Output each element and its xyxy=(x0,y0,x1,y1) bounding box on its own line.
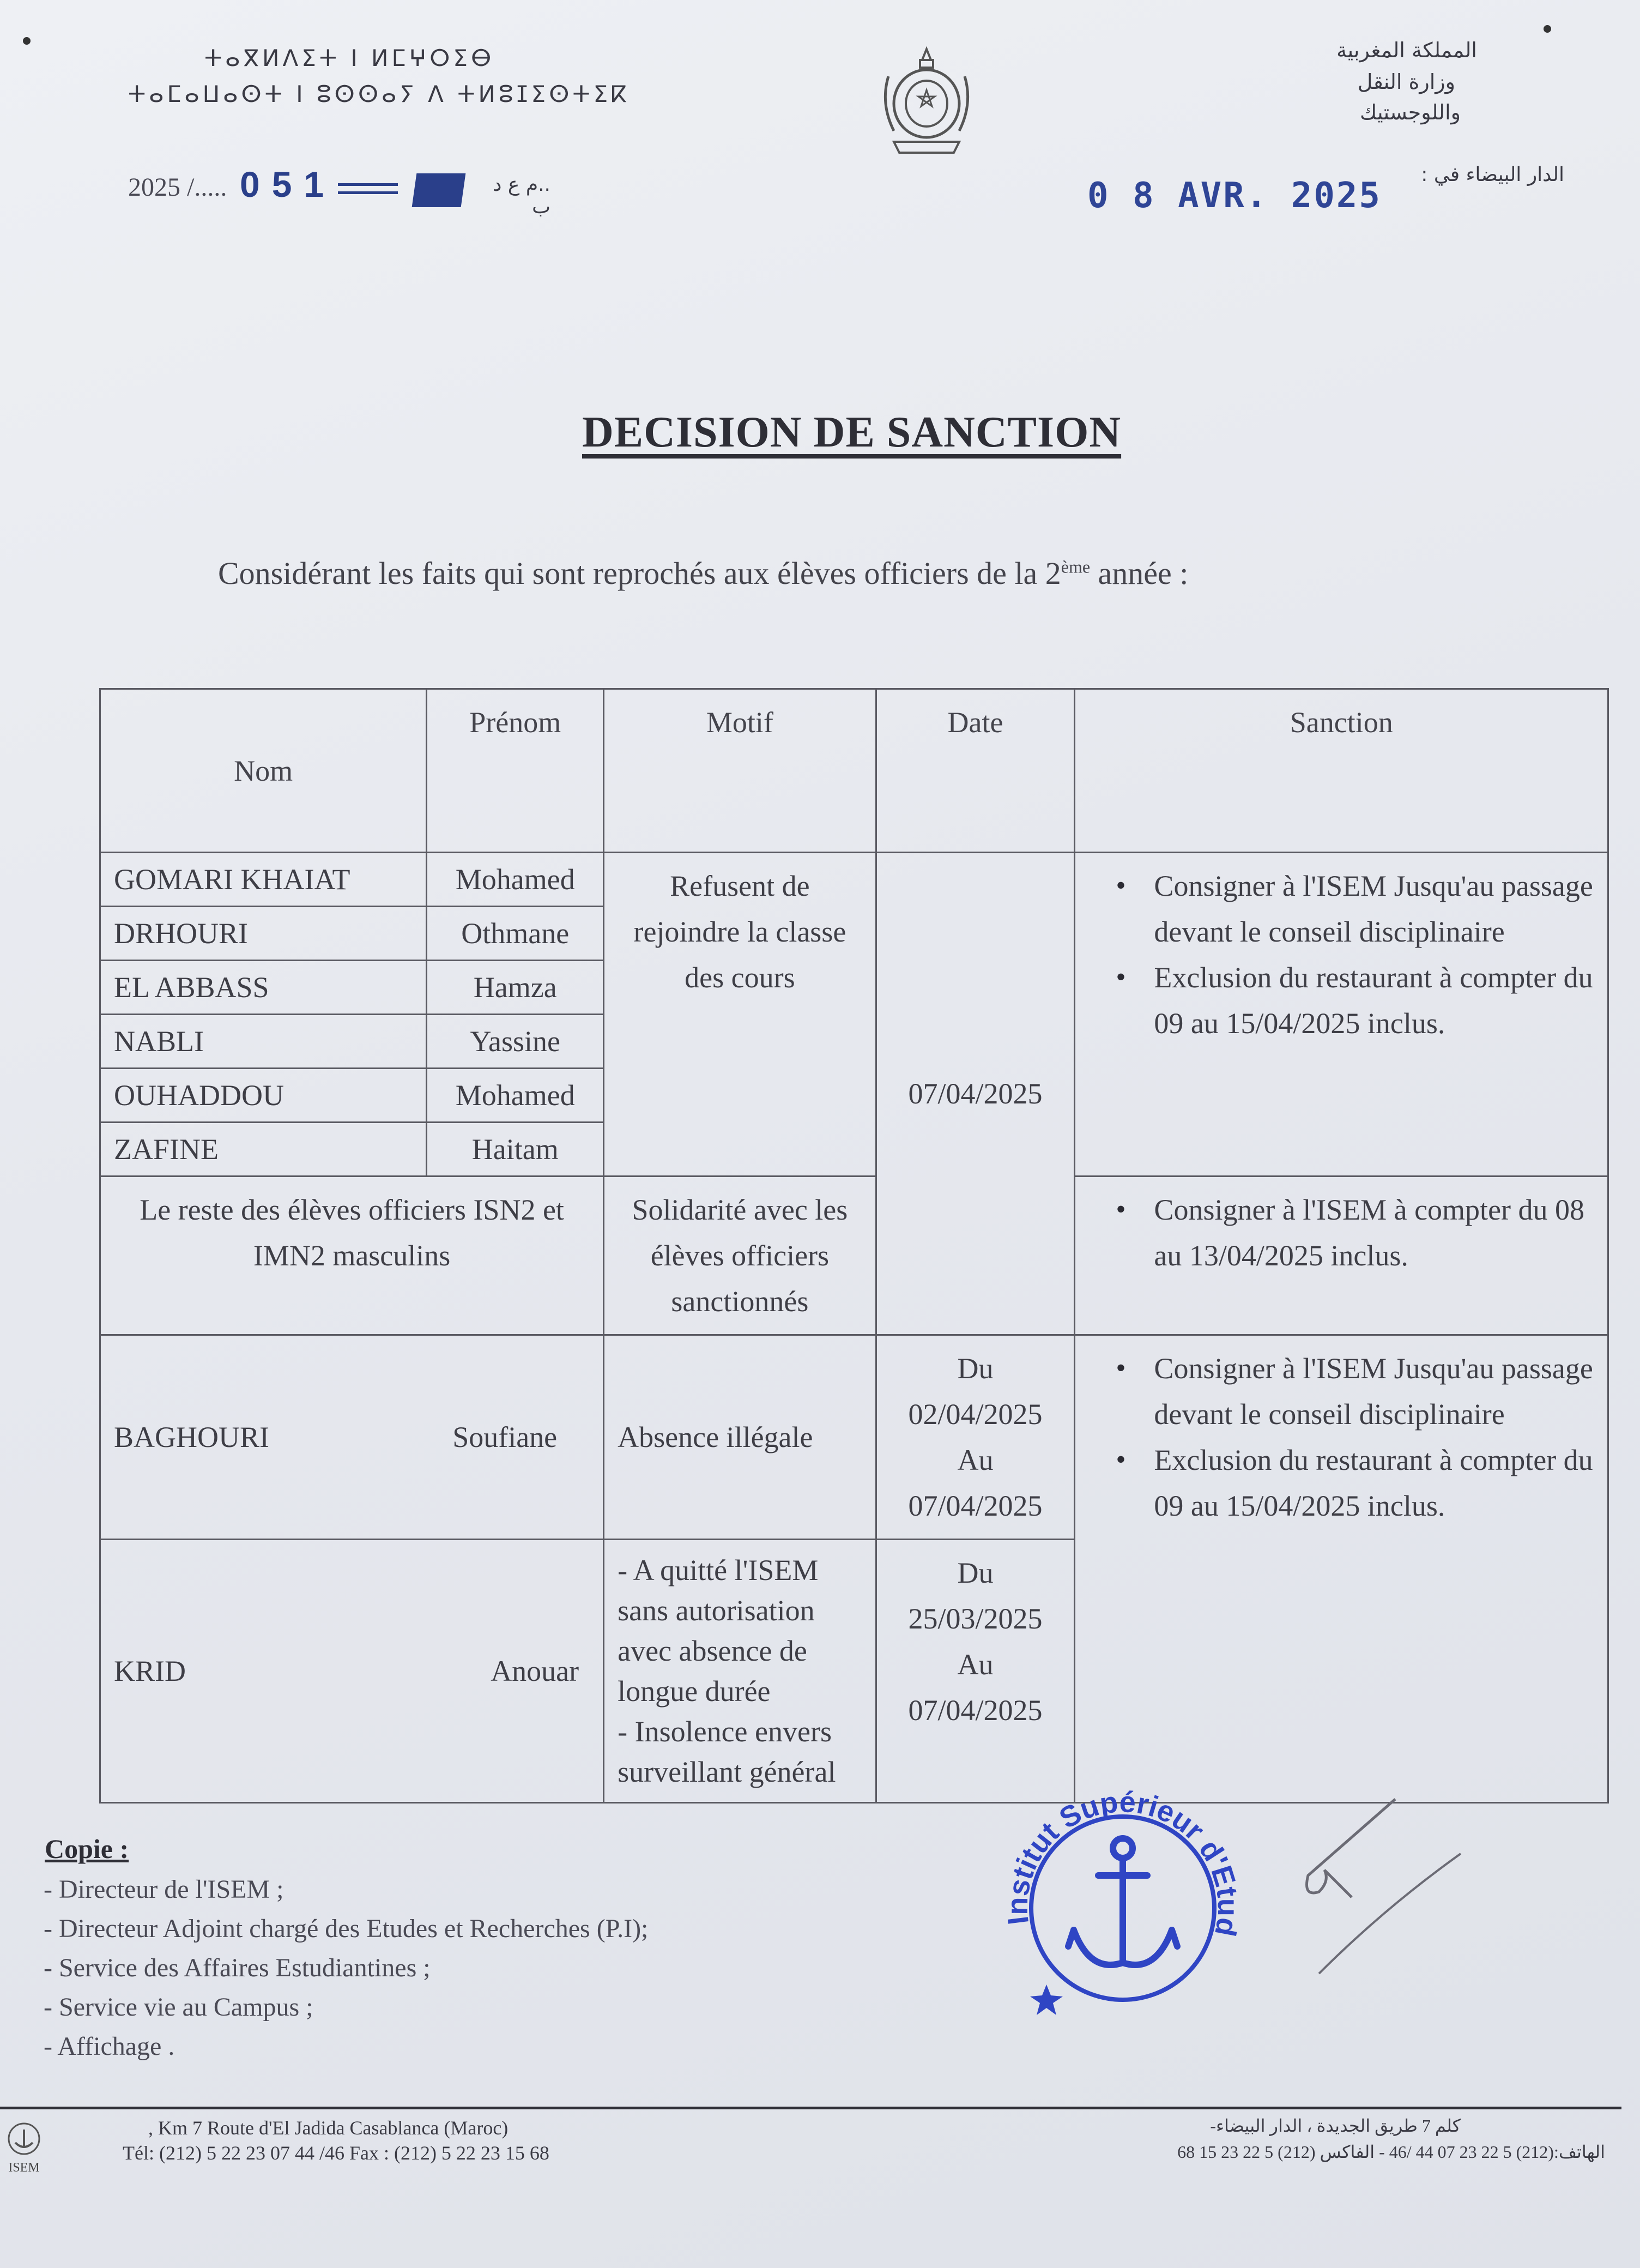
date-stamp: 0 8 AVR. 2025 xyxy=(1087,176,1382,216)
copie-item: - Directeur de l'ISEM ; xyxy=(44,1875,284,1904)
header-arabic-ministry: وزارة النقل xyxy=(1357,70,1455,94)
table-row xyxy=(100,1177,1608,1335)
copie-list xyxy=(44,1870,648,2066)
intro-text-end: année : xyxy=(1090,556,1189,591)
group2-sanction-consigner: • Consigner à l'ISEM à compter du 08 au 13/04/2025 inclus. xyxy=(1088,1187,1594,1278)
group1-date: 07/04/2025 xyxy=(876,853,1075,1335)
document-title: DECISION DE SANCTION xyxy=(582,408,1122,456)
group4-nom: KRID xyxy=(114,1655,186,1687)
group4-motif xyxy=(604,1540,876,1803)
intro-text-main: Considérant les faits qui sont reprochés aux élèves officiers de la 2 xyxy=(218,556,1061,591)
group3-date-to: 07/04/2025 xyxy=(908,1489,1043,1522)
copie-item: - Service des Affaires Estudiantines ; xyxy=(44,1953,431,1982)
row-prenom: Haitam xyxy=(427,1123,604,1177)
group1-sanction-consigner: • Consigner à l'ISEM Jusqu'au passage devant le conseil disciplinaire xyxy=(1088,863,1594,955)
copie-item: - Affichage . xyxy=(44,2032,175,2061)
signature xyxy=(1286,1788,1482,1984)
intro-text xyxy=(218,555,1188,592)
group2-motif: Solidarité avec les élèves officiers sanctionnés xyxy=(604,1177,876,1335)
group4-date-from: 25/03/2025 xyxy=(908,1602,1043,1635)
isem-footer-logo xyxy=(2,2120,46,2174)
row-prenom: Yassine xyxy=(427,1015,604,1069)
coat-of-arms-emblem xyxy=(872,38,981,158)
header-arabic-kingdom: المملكة المغربية xyxy=(1336,38,1477,62)
group3-date xyxy=(876,1335,1075,1540)
copie-title: Copie : xyxy=(45,1833,129,1864)
group3-motif: Absence illégale xyxy=(604,1335,876,1540)
reference-number: 051 xyxy=(240,164,336,204)
header-date: Date xyxy=(876,689,1075,853)
group3-date-au: Au xyxy=(957,1444,994,1476)
intro-text-sup: ème xyxy=(1061,557,1091,577)
group1-sanction xyxy=(1075,853,1608,1177)
header-arabic-logistics: واللوجستيك xyxy=(1359,100,1461,124)
anchor-icon xyxy=(1068,1838,1177,1965)
copie-item: - Service vie au Campus ; xyxy=(44,1993,313,2022)
footer-address-fr: , Km 7 Route d'El Jadida Casablanca (Maroc) xyxy=(148,2117,509,2139)
group4-prenom: Anouar xyxy=(491,1655,579,1687)
stamp-text: Institut Supérieur d'Etud xyxy=(1001,1786,1245,1939)
header-prenom: Prénom xyxy=(427,689,604,853)
isem-footer-logo-label: ISEM xyxy=(8,2161,40,2175)
group3-sanction xyxy=(1075,1335,1608,1803)
group4-name-cell xyxy=(100,1540,604,1803)
footer-rule xyxy=(0,2107,1621,2109)
row-prenom: Mohamed xyxy=(427,853,604,907)
row-prenom: Mohamed xyxy=(427,1069,604,1123)
group4-date xyxy=(876,1540,1075,1803)
punch-dot-left xyxy=(23,37,31,45)
row-nom: NABLI xyxy=(100,1015,427,1069)
group4-date-du: Du xyxy=(957,1557,994,1589)
group3-date-from: 02/04/2025 xyxy=(908,1398,1043,1431)
reference-arabic-prefix: ..م ع د ب xyxy=(493,173,550,218)
group4-date-to: 07/04/2025 xyxy=(908,1694,1043,1727)
punch-dot-right xyxy=(1544,25,1551,33)
row-nom: EL ABBASS xyxy=(100,961,427,1015)
row-prenom: Hamza xyxy=(427,961,604,1015)
table-row xyxy=(100,853,1608,907)
footer-phone-fr: Tél: (212) 5 22 23 07 44 /46 Fax : (212) 5 22 23 15 68 xyxy=(123,2142,549,2164)
row-prenom: Othmane xyxy=(427,907,604,961)
group1-sanction-exclusion: • Exclusion du restaurant à compter du 09 au 15/04/2025 inclus. xyxy=(1088,955,1594,1046)
group4-motif-quitte: - A quitté l'ISEM sans autorisation avec absence de longue durée xyxy=(618,1554,819,1708)
header-sanction: Sanction xyxy=(1075,689,1608,853)
group3-nom: BAGHOURI xyxy=(114,1421,270,1453)
table-row xyxy=(100,1335,1608,1540)
official-stamp xyxy=(981,1766,1264,2050)
group3-sanction-exclusion: • Exclusion du restaurant à compter du 09 au 15/04/2025 inclus. xyxy=(1088,1437,1594,1529)
group4-date-au: Au xyxy=(957,1648,994,1681)
sanction-table xyxy=(99,688,1609,1803)
copie-item: - Directeur Adjoint chargé des Etudes et Recherches (P.I); xyxy=(44,1914,649,1943)
header-tifinagh-line1: ⵜⴰⴳⵍⴷⵉⵜ ⵏ ⵍⵎⵖⵔⵉⴱ xyxy=(204,45,495,71)
header-motif: Motif xyxy=(604,689,876,853)
row-nom: OUHADDOU xyxy=(100,1069,427,1123)
group3-date-du: Du xyxy=(957,1352,994,1385)
group2-sanction xyxy=(1075,1177,1608,1335)
footer-phone-ar: الهاتف:(212) 5 22 23 07 44 /46 - الفاكس (212) 5 22 23 15 68 xyxy=(1177,2142,1605,2162)
row-nom: DRHOURI xyxy=(100,907,427,961)
header-tifinagh-line2: ⵜⴰⵎⴰⵡⴰⵙⵜ ⵏ ⵓⵙⵙⴰⵢ ⴷ ⵜⵍⵓⵊⵉⵙⵜⵉⴽ xyxy=(128,81,630,107)
reference-blue-mark xyxy=(412,173,466,207)
reference-underline-scribble xyxy=(338,183,398,194)
reference-year: 2025 /..... xyxy=(128,173,227,202)
group1-motif: Refusent de rejoindre la classe des cours xyxy=(604,853,876,1177)
group3-prenom: Soufiane xyxy=(452,1421,558,1453)
footer-address-ar: كلم 7 طريق الجديدة ، الدار البيضاء- xyxy=(1210,2116,1461,2136)
header-arabic-place: الدار البيضاء في : xyxy=(1421,164,1564,186)
group2-nom: Le reste des élèves officiers ISN2 et IMN2 masculins xyxy=(100,1177,604,1335)
row-nom: GOMARI KHAIAT xyxy=(100,853,427,907)
group4-motif-insolence: - Insolence envers surveillant général xyxy=(618,1715,836,1788)
group3-name-cell xyxy=(100,1335,604,1540)
group3-sanction-consigner: • Consigner à l'ISEM Jusqu'au passage devant le conseil disciplinaire xyxy=(1088,1346,1594,1437)
row-nom: ZAFINE xyxy=(100,1123,427,1177)
header-nom: Nom xyxy=(100,689,427,853)
